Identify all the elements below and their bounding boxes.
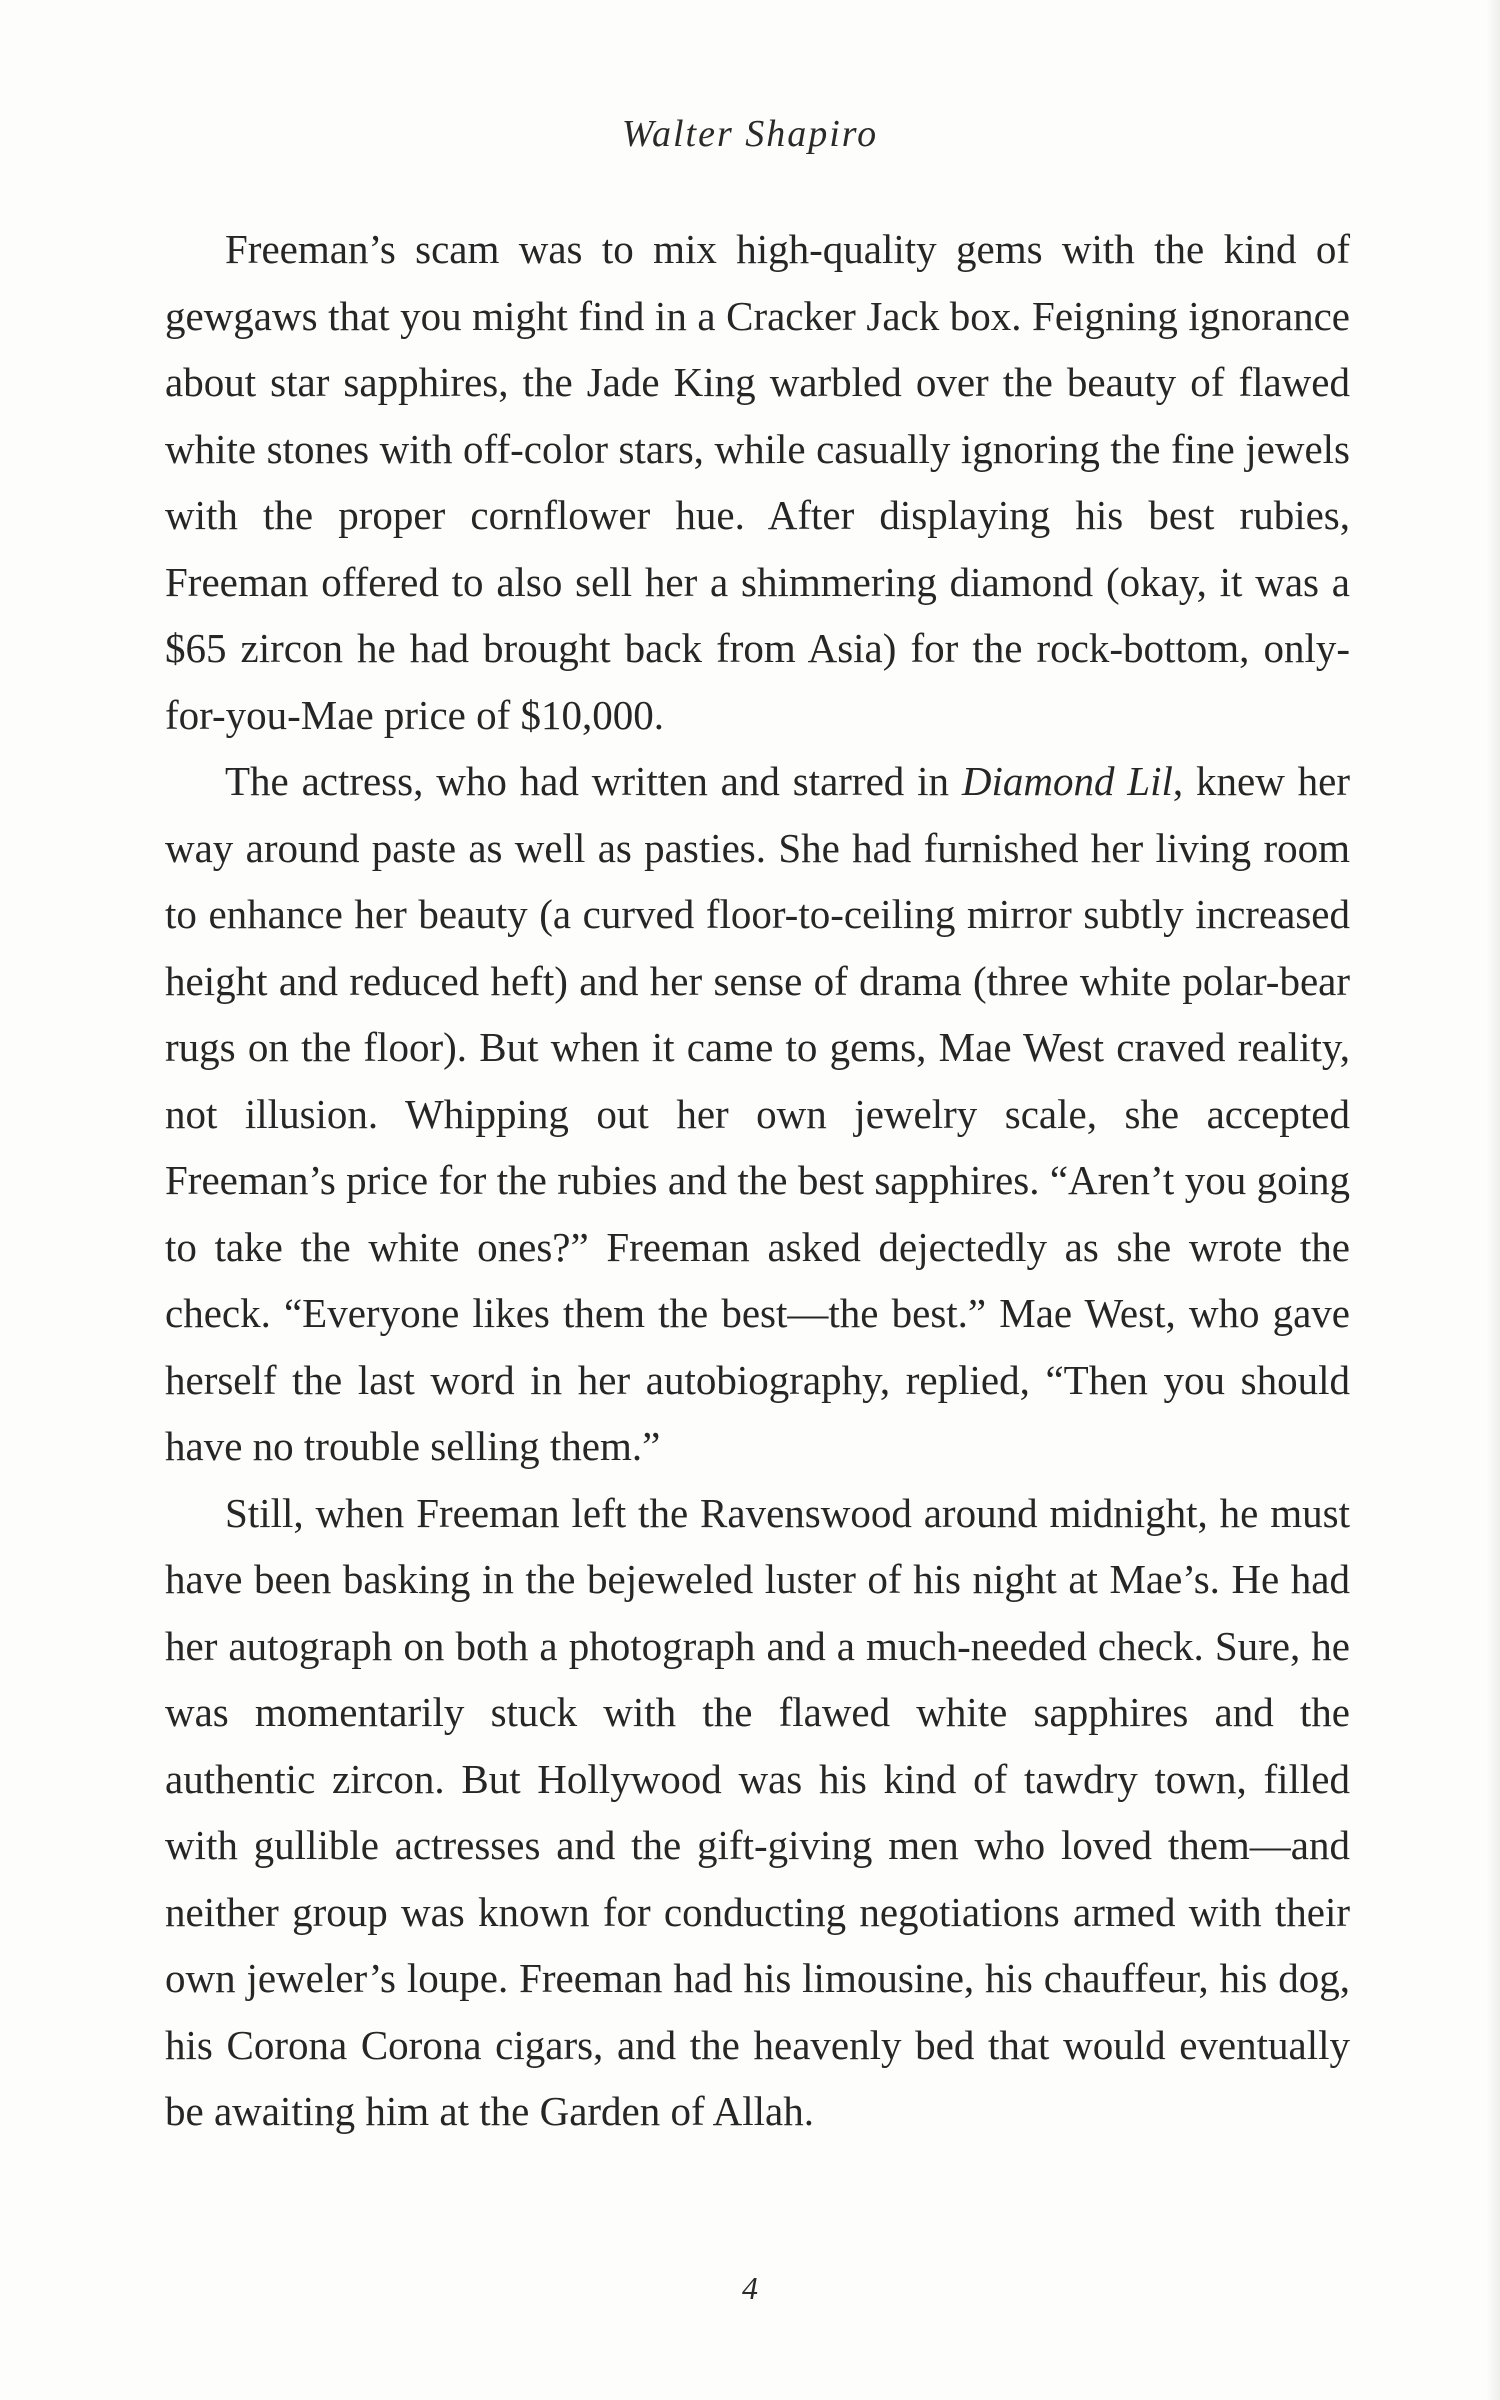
- paragraph-2-lead: The actress, who had written and starred in: [225, 758, 962, 804]
- paragraph-2-rest: , knew her way around paste as well as pasties. She had furnished her living room to enhance her beauty (a curved floor-to-ceiling mirror subtly increased height and reduced heft) and her sense of drama (three white polar-bear rugs on the floor). But when it came to gems, Mae West craved reality, not illusion. Whipping out her own jewelry scale, she accepted Freeman’s price for the rubies and the best sapphires. “Aren’t you going to take the white ones?” Freeman asked dejectedly as she wrote the check. “Everyone likes them the best—the best.” Mae West, who gave herself the last word in her autobiography, replied, “Then you should have no trouble selling them.”: [165, 758, 1350, 1469]
- body-text: [165, 216, 1350, 2145]
- book-title: Diamond Lil: [961, 758, 1173, 804]
- running-head: Walter Shapiro: [621, 113, 879, 155]
- paragraph-1: Freeman’s scam was to mix high-quality gems with the kind of gewgaws that you might find in a Cracker Jack box. Feigning ignorance about star sapphires, the Jade King warbled over the beauty of flawed white stones with off-color stars, while casually ignoring the fine jewels with the proper cornflower hue. After displaying his best rubies, Freeman offered to also sell her a shimmering diamond (okay, it was a $65 zircon he had brought back from Asia) for the rock-bottom, only-for-you-Mae price of $10,000.: [165, 226, 1350, 738]
- paragraph-2: [165, 748, 1350, 1480]
- page-number: 4: [742, 2270, 758, 2306]
- page-edge-shadow: [1486, 0, 1500, 2400]
- paragraph-3: Still, when Freeman left the Ravenswood around midnight, he must have been basking in the bejeweled luster of his night at Mae’s. He had her autograph on both a photograph and a much-needed check. Sure, he was momentarily stuck with the flawed white sapphires and the authentic zircon. But Hollywood was his kind of tawdry town, filled with gullible actresses and the gift-giving men who loved them—and neither group was known for conducting negotiations armed with their own jeweler’s loupe. Freeman had his limousine, his chauffeur, his dog, his Corona Corona cigars, and the heavenly bed that would eventually be awaiting him at the Garden of Allah.: [165, 1489, 1350, 2134]
